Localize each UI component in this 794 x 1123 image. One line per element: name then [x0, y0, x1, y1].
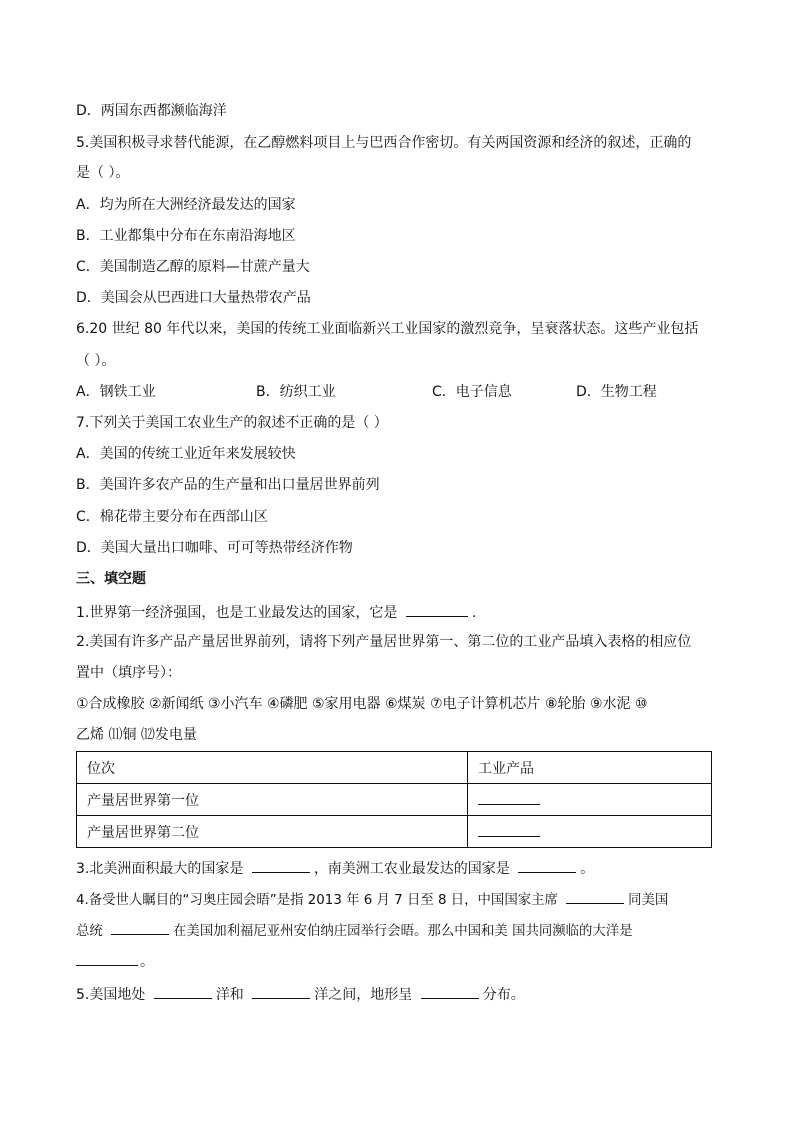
q5-stem-line2: 是（ ）。 [76, 165, 130, 181]
fill-q4-text-d: 在美国加利福尼亚州安伯纳庄园举行会晤。那么中国和美 国共同濒临的大洋是 [173, 924, 633, 939]
table-row [77, 784, 712, 816]
fill-q5-text-d: 分布。 [482, 987, 525, 1003]
fill-q5-blank-2[interactable] [252, 983, 310, 999]
fill-q2-product-list: ①合成橡胶 ②新闻纸 ③小汽车 ④磷肥 ⑤家用电器 ⑥煤炭 ⑦电子计算机芯片 ⑧轮胎 ⑨水泥 ⑩ [76, 696, 648, 712]
table-header-row [77, 752, 712, 784]
q5-stem-line1: 5.美国积极寻求替代能源，在乙醇燃料项目上与巴西合作密切。有关两国资源和经济的叙述，正确的 [76, 135, 692, 151]
q6-stem-line2: （ ）。 [76, 353, 116, 369]
q6-option-d: D．生物工程 [576, 384, 657, 400]
fill-q5-blank-1[interactable] [154, 983, 212, 999]
fill-q4-blank-1[interactable] [566, 888, 624, 904]
fill-q4-line1 [76, 888, 668, 908]
table-cell-answer[interactable] [468, 784, 712, 816]
fill-q1 [76, 601, 476, 621]
q5-option-d: D．美国会从巴西进口大量热带农产品 [76, 290, 311, 306]
table-cell-rank: 产量居世界第二位 [77, 816, 468, 848]
fill-q1-text: 1.世界第一经济强国，也是工业最发达的国家，它是 [76, 605, 398, 621]
table-header-rank: 位次 [77, 752, 468, 784]
q6-option-b: B．纺织工业 [256, 384, 336, 400]
section-heading-fill-in: 三、填空题 [76, 571, 146, 587]
q5-option-b: B．工业都集中分布在东南沿海地区 [76, 228, 296, 244]
table-cell-answer[interactable] [468, 816, 712, 848]
fill-q3-text-c: 。 [580, 861, 595, 877]
q6-stem-line1: 6.20 世纪 80 年代以来，美国的传统工业面临新兴工业国家的激烈竞争，呈衰落状态。这些产业包括 [76, 321, 699, 337]
q7-option-a: A．美国的传统工业近年来发展较快 [76, 446, 296, 462]
fill-q5 [76, 983, 525, 1003]
q7-option-c: C．棉花带主要分布在西部山区 [76, 509, 268, 525]
q4-option-d: D．两国东西都濒临海洋 [76, 103, 227, 119]
fill-q4-text-e: 。 [140, 954, 154, 970]
fill-q2-line1: 2.美国有许多产品产量居世界前列，请将下列产量居世界第一、第二位的工业产品填入表格的相应位 [76, 634, 692, 650]
fill-q3-blank-1[interactable] [252, 857, 310, 873]
q7-option-d: D．美国大量出口咖啡、可可等热带经济作物 [76, 540, 353, 556]
fill-q4-line2 [76, 919, 633, 939]
q5-option-a: A．均为所在大洲经济最发达的国家 [76, 197, 296, 213]
fill-q4-blank-3[interactable] [76, 950, 138, 966]
fill-q3 [76, 857, 594, 877]
answer-blank[interactable] [478, 791, 540, 805]
q7-option-b: B．美国许多农产品的生产量和出口量居世界前列 [76, 477, 380, 493]
fill-q1-blank[interactable] [406, 601, 468, 617]
table-header-product: 工业产品 [468, 752, 712, 784]
fill-q3-blank-2[interactable] [518, 857, 576, 873]
q6-option-a: A．钢铁工业 [76, 384, 156, 400]
product-rank-table [76, 751, 712, 848]
fill-q3-text-b: ，南美洲工农业最发达的国家是 [313, 861, 510, 877]
table-row [77, 816, 712, 848]
fill-q5-text-b: 洋和 [215, 987, 244, 1003]
answer-blank[interactable] [478, 823, 540, 837]
fill-q4-line3 [76, 950, 154, 970]
q6-option-c: C．电子信息 [432, 384, 512, 400]
fill-q4-text-a: 4.备受世人瞩目的“习奥庄园会晤”是指 2013 年 6 月 7 日至 8 日，中国国家主席 [76, 893, 558, 908]
fill-q5-blank-3[interactable] [421, 983, 479, 999]
q7-stem: 7.下列关于美国工农业生产的叙述不正确的是（ ） [76, 415, 388, 431]
fill-q2-product-list-cont: 乙烯 ⑾铜 ⑿发电量 [76, 727, 197, 743]
q5-option-c: C．美国制造乙醇的原料—甘蔗产量大 [76, 259, 310, 275]
fill-q1-end: . [471, 605, 477, 621]
fill-q5-text-a: 5.美国地处 [76, 987, 146, 1003]
fill-q4-text-c: 总统 [76, 924, 103, 939]
fill-q4-text-b: 同美国 [628, 893, 669, 908]
q6-options-row [76, 382, 716, 402]
fill-q3-text-a: 3.北美洲面积最大的国家是 [76, 861, 244, 877]
fill-q5-text-c: 洋之间，地形呈 [314, 987, 413, 1003]
fill-q2-line2: 置中（填序号）： [76, 665, 181, 681]
table-cell-rank: 产量居世界第一位 [77, 784, 468, 816]
fill-q4-blank-2[interactable] [111, 919, 169, 935]
